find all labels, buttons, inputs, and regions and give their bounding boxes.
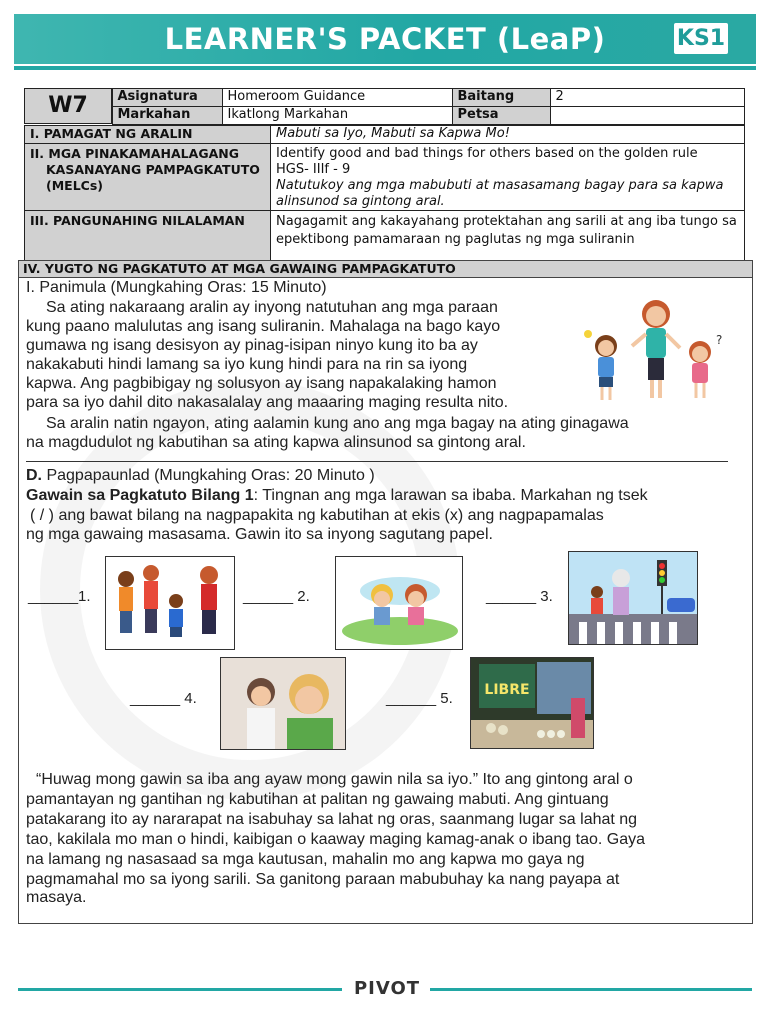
title-label: I. PAMAGAT NG ARALIN	[25, 126, 271, 144]
libre-sign: LIBRE	[484, 682, 530, 698]
baitang-value: 2	[550, 89, 745, 107]
closing-line-5: na lamang ng nasasaad sa mga kautusan, mahalin mo ang kapwa mo gaya ng	[26, 851, 585, 868]
header-banner	[14, 14, 756, 64]
activity-line-3: ng mga gawaing masasama. Gawin ito sa inyong sagutang papel.	[26, 526, 493, 543]
closing-line-4: tao, kakilala mo man o hindi, kaibigan o kaaway maging kamag-anak o ibang tao. Gaya	[26, 831, 646, 848]
activity-line-1: Gawain sa Pagkatuto Bilang 1: Tingnan ang mga larawan sa ibaba. Markahan ng tsek	[26, 487, 648, 504]
intro-line-1: Sa ating nakaraang aralin ay inyong natutuhan ang mga paraan	[46, 299, 498, 316]
lesson-title: Mabuti sa Iyo, Mabuti sa Kapwa Mo!	[271, 126, 745, 144]
melcs-value: Identify good and bad things for others based on the golden rule HGS- IIIf - 9 Natutukoy ang mga mabubuti at masasamang bagay para sa kapwa alinsunod sa gintong aral.	[271, 144, 745, 211]
answer-blank-3[interactable]: ______ 3.	[486, 588, 553, 605]
lesson-info-table	[24, 88, 745, 125]
picture-3-helping-elder	[568, 551, 698, 645]
intro-line-8: na magdudulot ng kabutihan sa ating kapwa alinsunod sa gintong aral.	[26, 434, 526, 451]
footer-line-left	[18, 988, 342, 991]
picture-1-bullying	[105, 556, 235, 650]
answer-blank-2[interactable]: ______ 2.	[243, 588, 310, 605]
intro-line-3: gumawa ng isang desisyon ay pinag-isipan ninyo kung ito ba ay	[26, 337, 478, 354]
closing-line-3: patakarang ito ay nararapat na isabuhay sa lahat ng oras, saanmang lugar sa lahat ng	[26, 811, 638, 828]
content-label: III. PANGUNAHING NILALAMAN	[25, 211, 271, 261]
answer-blank-5[interactable]: ______ 5.	[386, 690, 453, 707]
intro-line-4: nakakabuti hindi lamang sa iyo kung hindi para na rin sa iyong	[26, 356, 468, 373]
closing-line-7: masaya.	[26, 889, 87, 906]
asignatura-label: Asignatura	[112, 89, 222, 107]
petsa-value	[550, 107, 745, 125]
intro-title: I. Panimula (Mungkahing Oras: 15 Minuto)	[26, 279, 327, 296]
closing-line-2: pamantayan ng gantihan ng kabutihan at palitan ng gawaing mabuti. Ang gintuang	[26, 791, 609, 808]
intro-line-6: para sa iyo dahil dito nakasalalay ang maaaring maging resulta nito.	[26, 394, 509, 411]
teacher-kids-illustration	[582, 294, 732, 406]
activity-line-2: ( / ) ang bawat bilang na nagpapakita ng kabutihan at ekis (x) ang nagpapamalas	[30, 507, 604, 524]
picture-5-community-pantry	[470, 657, 594, 749]
markahan-label: Markahan	[112, 107, 222, 125]
d-title: D. Pagpapaunlad (Mungkahing Oras: 20 Minuto )	[26, 467, 375, 484]
melcs-label: II. MGA PINAKAMAHALAGANG KASANAYANG PAMPAGKATUTO (MELCs)	[25, 144, 271, 211]
asignatura-value: Homeroom Guidance	[222, 89, 452, 107]
content-value: Nagagamit ang kakayahang protektahan ang sarili at ang iba tungo sa epektibong pamamaraan ng paglutas ng mga suliranin	[271, 211, 745, 261]
answer-blank-4[interactable]: ______ 4.	[130, 690, 197, 707]
closing-line-6: pagmamahal mo sa iyong sarili. Sa ganitong paraan mabubuhay ka nang payapa at	[26, 871, 620, 888]
baitang-label: Baitang	[452, 89, 550, 107]
section-heading: IV. YUGTO NG PAGKATUTO AT MGA GAWAING PAMPAGKATUTO	[18, 260, 753, 278]
svg-text:?: ?	[716, 333, 723, 347]
section-divider	[26, 461, 728, 462]
answer-blank-1[interactable]: ______1.	[28, 588, 91, 605]
intro-line-5: kapwa. Ang pagbibigay ng solusyon ay isang napakalaking hamon	[26, 375, 497, 392]
picture-4-upset-girl	[220, 657, 346, 750]
header-divider	[14, 66, 756, 70]
pivot-logo: PIVOT	[353, 978, 421, 999]
intro-line-7: Sa aralin natin ngayon, ating aalamin kung ano ang mga bagay na ating ginagawa	[46, 415, 629, 432]
page-title: LEARNER'S PACKET (LeaP)	[164, 22, 606, 56]
footer-line-right	[430, 988, 752, 991]
intro-line-2: kung paano malulutas ang isang suliranin. Mahalaga na bago kayo	[26, 318, 501, 335]
closing-line-1: “Huwag mong gawin sa iba ang ayaw mong gawin nila sa iyo.” Ito ang gintong aral o	[36, 771, 633, 788]
petsa-label: Petsa	[452, 107, 550, 125]
week-label: W7	[24, 88, 112, 124]
ks-badge: KS1	[674, 23, 728, 54]
lesson-details-table	[24, 125, 745, 261]
markahan-value: Ikatlong Markahan	[222, 107, 452, 125]
picture-2-comforting	[335, 556, 463, 650]
